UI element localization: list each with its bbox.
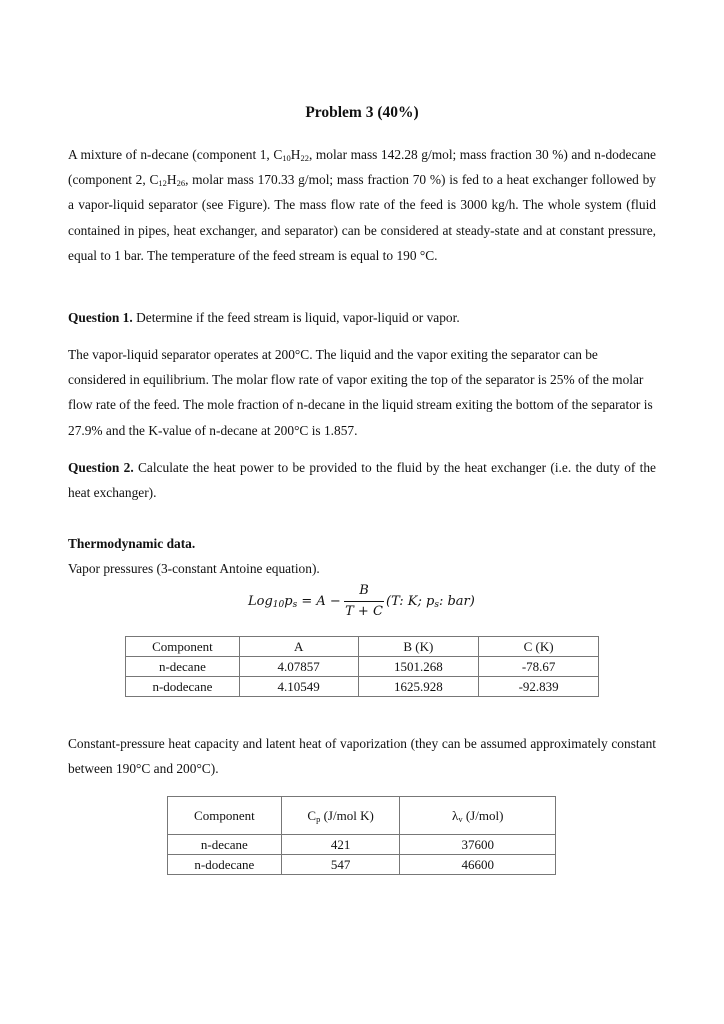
table-cell: 1501.268 xyxy=(358,657,479,677)
equation-units: (T: K; $p_s$: bar) xyxy=(386,594,475,610)
question-2-label: Question 2. xyxy=(68,460,134,475)
column-header: Component xyxy=(126,637,240,657)
table-cell: 4.10549 xyxy=(239,677,358,697)
equation-numerator: B xyxy=(359,583,369,598)
table-cell: 547 xyxy=(281,855,400,875)
column-header: $C_p$ (J/mol K) xyxy=(281,797,400,835)
table-row xyxy=(168,835,556,855)
table-cell: -92.839 xyxy=(479,677,599,697)
table-header-row xyxy=(126,637,599,657)
column-header: C (K) xyxy=(479,637,599,657)
antoine-table xyxy=(125,636,599,697)
table-cell: n-decane xyxy=(126,657,240,677)
column-header: A xyxy=(239,637,358,657)
question-2 xyxy=(68,455,656,505)
column-header: B (K) xyxy=(358,637,479,657)
table-cell: 1625.928 xyxy=(358,677,479,697)
table-row xyxy=(126,657,599,677)
equation-fraction xyxy=(344,582,384,621)
question-1-label: Question 1. xyxy=(68,310,133,325)
table-cell: 37600 xyxy=(400,835,556,855)
question-2-text: Calculate the heat power to be provided to the fluid by the heat exchanger (i.e. the duty of the heat exchanger). xyxy=(68,460,656,501)
problem-title: Problem 3 (40%) xyxy=(305,104,419,121)
equation-denominator: T + C xyxy=(345,604,383,619)
vapor-pressure-caption: Vapor pressures (3-constant Antoine equation). xyxy=(68,561,320,576)
column-header: $\lambda_v$ (J/mol) xyxy=(400,797,556,835)
equation-lhs: $Log_{10}p_s = A$ − xyxy=(248,594,341,610)
question-1-text: Determine if the feed stream is liquid, vapor-liquid or vapor. xyxy=(132,310,460,325)
antoine-equation xyxy=(248,582,548,622)
table-cell: 46600 xyxy=(400,855,556,875)
table-cell: 421 xyxy=(281,835,400,855)
heat-capacity-table xyxy=(167,796,556,875)
column-header: Component xyxy=(168,797,282,835)
table-cell: n-dodecane xyxy=(168,855,282,875)
table-cell: -78.67 xyxy=(479,657,599,677)
table-cell: n-decane xyxy=(168,835,282,855)
heat-capacity-caption: Constant-pressure heat capacity and latent heat of vaporization (they can be assumed approximately constant between 190°C and 200°C). xyxy=(68,736,656,777)
table-row xyxy=(126,677,599,697)
thermo-heading: Thermodynamic data. xyxy=(68,536,196,551)
separator-paragraph: The vapor-liquid separator operates at 200°C. The liquid and the vapor exiting the separator can be considered in equilibrium. The molar flow rate of vapor exiting the top of the separator is 25% of the molar flow rate of the feed. The mole fraction of n-decane in the liquid stream exiting the bottom of the separator is 27.9% and the K-value of n-decane at 200°C is 1.857. xyxy=(68,347,653,438)
question-1 xyxy=(68,305,656,330)
table-row xyxy=(168,855,556,875)
table-cell: 4.07857 xyxy=(239,657,358,677)
table-cell: n-dodecane xyxy=(126,677,240,697)
table-header-row xyxy=(168,797,556,835)
fraction-bar xyxy=(344,601,384,602)
intro-paragraph: A mixture of n-decane (component 1, $C_{10}H_{22}$, molar mass 142.28 g/mol; mass fraction 30 %) and n-dodecane (component 2, $C_{12}H_{26}$, molar mass 170.33 g/mol; mass fraction 70 %) is fed to a heat exchanger followed by a vapor-liquid separator (see Figure). The mass flow rate of the feed is 3000 kg/h. The whole system (fluid contained in pipes, heat exchanger, and separator) can be considered at steady-state and at constant pressure, equal to 1 bar. The temperature of the feed stream is equal to 190 °C. xyxy=(68,147,656,263)
